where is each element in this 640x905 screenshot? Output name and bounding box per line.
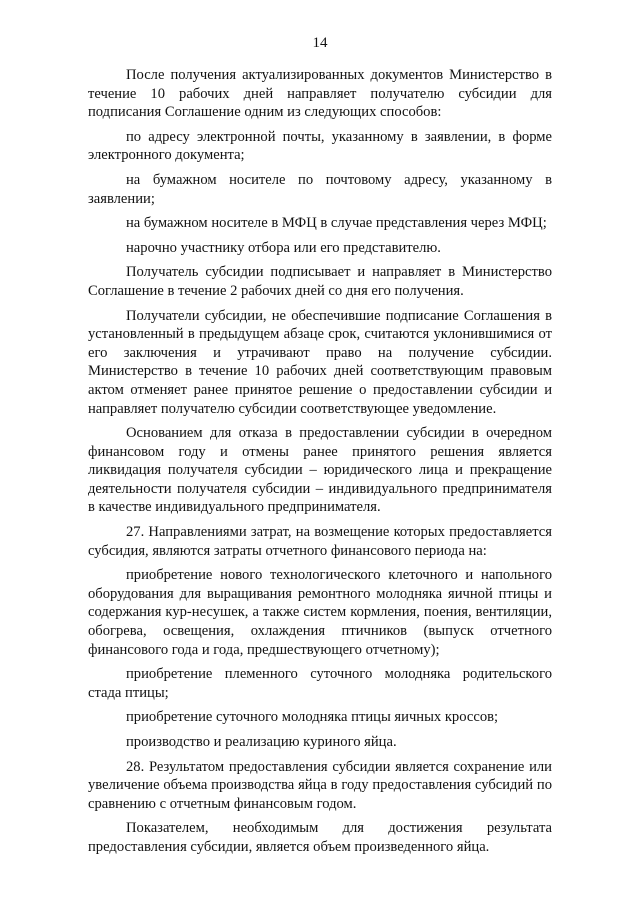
paragraph-7: Получатели субсидии, не обеспечившие подписание Соглашения в установленный в предыдущем абзаце срок, считаются уклонившимися от его заключения и утрачивают право на получение субсидии. Министерство в течение 10 рабочих дней соответствующим правовым актом отменяет ранее принятое решение о предоставлении субсидии и направляет получателю субсидии соответствующее уведомление. xyxy=(88,307,552,417)
paragraph-2: по адресу электронной почты, указанному в заявлении, в форме электронного документа; xyxy=(88,128,552,164)
paragraph-3: на бумажном носителе по почтовому адресу, указанному в заявлении; xyxy=(88,171,552,207)
paragraph-8: Основанием для отказа в предоставлении субсидии в очередном финансовом году и отмены ранее принятого решения является ликвидация получателя субсидии – юридического лица и прекращение деятельности получателя субсидии – индивидуального предпринимателя в качестве индивидуального предпринимателя. xyxy=(88,425,552,516)
paragraph-4: на бумажном носителе в МФЦ в случае представления через МФЦ; xyxy=(126,215,547,232)
paragraph-10: приобретение нового технологического клеточного и напольного оборудования для выращивания ремонтного молодняка яичной птицы и содержания кур-несушек, а также систем кормления, поения, вентиляции, обогрева, освещения, охлаждения птичников (выпуск отчетного финансового года и года, предшествующего отчетному); xyxy=(88,567,552,658)
paragraph-15: Показателем, необходимым для достижения результата предоставления субсидии, является объем произведенного яйца. xyxy=(88,820,552,855)
paragraph-1: После получения актуализированных документов Министерство в течение 10 рабочих дней направляет получателю субсидии для подписания Соглашение одним из следующих способов: xyxy=(88,67,552,121)
paragraph-12: приобретение суточного молодняка птицы яичных кроссов; xyxy=(126,709,499,726)
document-body xyxy=(88,66,552,857)
paragraph-9: 27. Направлениями затрат, на возмещение которых предоставляется субсидия, являются затраты отчетного финансового периода на: xyxy=(88,524,552,559)
paragraph-5: нарочно участнику отбора или его представителю. xyxy=(126,239,441,256)
paragraph-13: производство и реализацию куриного яйца. xyxy=(126,734,397,750)
paragraph-14: 28. Результатом предоставления субсидии является сохранение или увеличение объема производства яйца в году предоставления субсидий по сравнению с отчетным финансовым годом. xyxy=(88,758,552,812)
page-number: 14 xyxy=(312,35,328,51)
paragraph-6: Получатель субсидии подписывает и направляет в Министерство Соглашение в течение 2 рабочих дней со дня его получения. xyxy=(88,264,552,299)
paragraph-11: приобретение племенного суточного молодняка родительского стада птицы; xyxy=(88,666,552,701)
